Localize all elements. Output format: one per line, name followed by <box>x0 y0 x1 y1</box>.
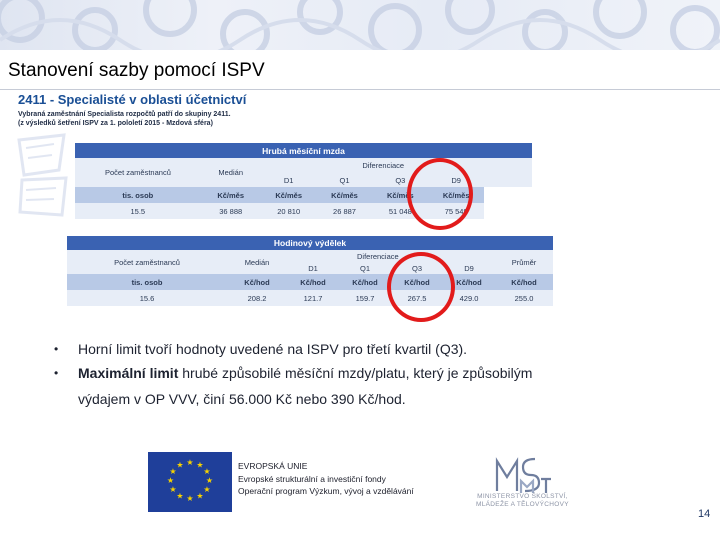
decorative-pattern <box>0 0 720 50</box>
svg-text:★: ★ <box>166 476 175 485</box>
median-column-header: Medián <box>201 158 261 187</box>
value-cell: 36 888 <box>201 203 261 219</box>
svg-text:★: ★ <box>203 485 211 494</box>
svg-text:★: ★ <box>186 494 194 503</box>
unit-cell: Kč/měs <box>317 187 373 203</box>
mean-column-header: Průměr <box>495 250 553 274</box>
value-cell: 159.7 <box>339 290 391 306</box>
document-subtitle <box>18 110 231 128</box>
bullet-text: Horní limit tvoří hodnoty uvedené na ISPV pro třetí kvartil (Q3). <box>78 341 468 357</box>
svg-text:★: ★ <box>196 491 204 501</box>
monthly-table-header: Hrubá měsíční mzda <box>75 143 532 158</box>
decile-d9-header: D9 <box>428 173 484 187</box>
svg-text:★: ★ <box>176 491 184 501</box>
value-cell: 208.2 <box>227 290 287 306</box>
decile-d9-header: D9 <box>443 262 495 274</box>
quartile-q3-header: Q3 <box>391 262 443 274</box>
unit-cell: tis. osob <box>67 274 227 290</box>
svg-text:★: ★ <box>169 485 177 494</box>
bullet-text: hrubé způsobilé měsíční mzdy/platu, který je způsobilým <box>178 365 533 381</box>
mean-column-header <box>484 158 532 187</box>
decile-d1-header: D1 <box>261 173 317 187</box>
value-cell-q3: 51 048 <box>372 203 428 219</box>
ministry-line: MLÁDEŽE A TĚLOVÝCHOVY <box>476 501 569 508</box>
value-cell-q3: 267.5 <box>391 290 443 306</box>
q3-highlight-circle-monthly <box>407 158 473 230</box>
count-column-header: Počet zaměstnanců <box>67 250 227 274</box>
unit-cell: Kč/měs <box>201 187 261 203</box>
bullet-dot: • <box>54 342 59 356</box>
value-cell: 20 810 <box>261 203 317 219</box>
ministry-line: MINISTERSTVO ŠKOLSTVÍ, <box>477 493 568 500</box>
value-cell: 429.0 <box>443 290 495 306</box>
watermark-graphic <box>14 130 72 220</box>
slide-title: Stanovení sazby pomocí ISPV <box>8 60 265 81</box>
bullet-item <box>48 338 532 360</box>
svg-text:★: ★ <box>205 476 214 485</box>
page-number: 14 <box>698 508 711 520</box>
svg-text:★: ★ <box>196 460 204 470</box>
unit-cell: Kč/hod <box>287 274 339 290</box>
differentiation-header: Diferenciace <box>287 250 495 262</box>
ministry-logo-icon <box>495 455 553 495</box>
unit-cell: Kč/měs <box>261 187 317 203</box>
unit-cell: Kč/hod <box>339 274 391 290</box>
eu-line: Operační program Výzkum, vývoj a vzdělávání <box>238 486 414 496</box>
value-cell: 15.5 <box>75 203 201 219</box>
ministry-name <box>470 493 575 509</box>
unit-cell: Kč/měs <box>372 187 428 203</box>
value-cell: 75 549 <box>428 203 484 219</box>
eu-line: Evropské strukturální a investiční fondy <box>238 473 386 484</box>
value-cell: 15.6 <box>67 290 227 306</box>
eu-line: EVROPSKÁ UNIE <box>238 461 308 471</box>
differentiation-header: Diferenciace <box>261 158 484 173</box>
header-banner <box>0 0 720 50</box>
eu-flag-icon <box>148 452 232 512</box>
document-subtitle-line1: Vybraná zaměstnání Specialista rozpočtů patří do skupiny 2411. <box>18 111 231 118</box>
unit-cell: Kč/hod <box>443 274 495 290</box>
quartile-q3-header: Q3 <box>372 173 428 187</box>
unit-cell: Kč/hod <box>227 274 287 290</box>
bullet-continuation: výdajem v OP VVV, činí 56.000 Kč nebo 390 Kč/hod. <box>78 391 406 407</box>
bullet-dot: • <box>54 366 59 380</box>
value-cell: 255.0 <box>495 290 553 306</box>
q3-highlight-circle-hourly <box>387 252 455 322</box>
eu-programme-text <box>238 460 414 498</box>
document-subtitle-line2: (z výsledků šetření ISPV za 1. pololetí 2015 - Mzdová sféra) <box>18 120 213 127</box>
unit-cell: Kč/měs <box>428 187 484 203</box>
svg-text:★: ★ <box>186 458 194 467</box>
svg-text:★: ★ <box>169 467 177 476</box>
svg-text:★: ★ <box>176 460 184 470</box>
bullet-item <box>48 362 532 384</box>
quartile-q1-header: Q1 <box>317 173 373 187</box>
value-cell: 26 887 <box>317 203 373 219</box>
hourly-table-header: Hodinový výdělek <box>67 236 553 250</box>
unit-cell: Kč/hod <box>391 274 443 290</box>
svg-text:★: ★ <box>203 467 211 476</box>
value-cell: 121.7 <box>287 290 339 306</box>
count-column-header: Počet zaměstnanců <box>75 158 201 187</box>
decile-d1-header: D1 <box>287 262 339 274</box>
bullet-bold-text: Maximální limit <box>78 365 179 381</box>
bullet-list <box>48 338 532 410</box>
unit-cell: tis. osob <box>75 187 201 203</box>
quartile-q1-header: Q1 <box>339 262 391 274</box>
document-title: 2411 - Specialisté v oblasti účetnictví <box>18 92 247 107</box>
unit-cell: Kč/hod <box>495 274 553 290</box>
median-column-header: Medián <box>227 250 287 274</box>
title-divider <box>0 89 720 90</box>
hourly-wage-table <box>67 236 553 306</box>
